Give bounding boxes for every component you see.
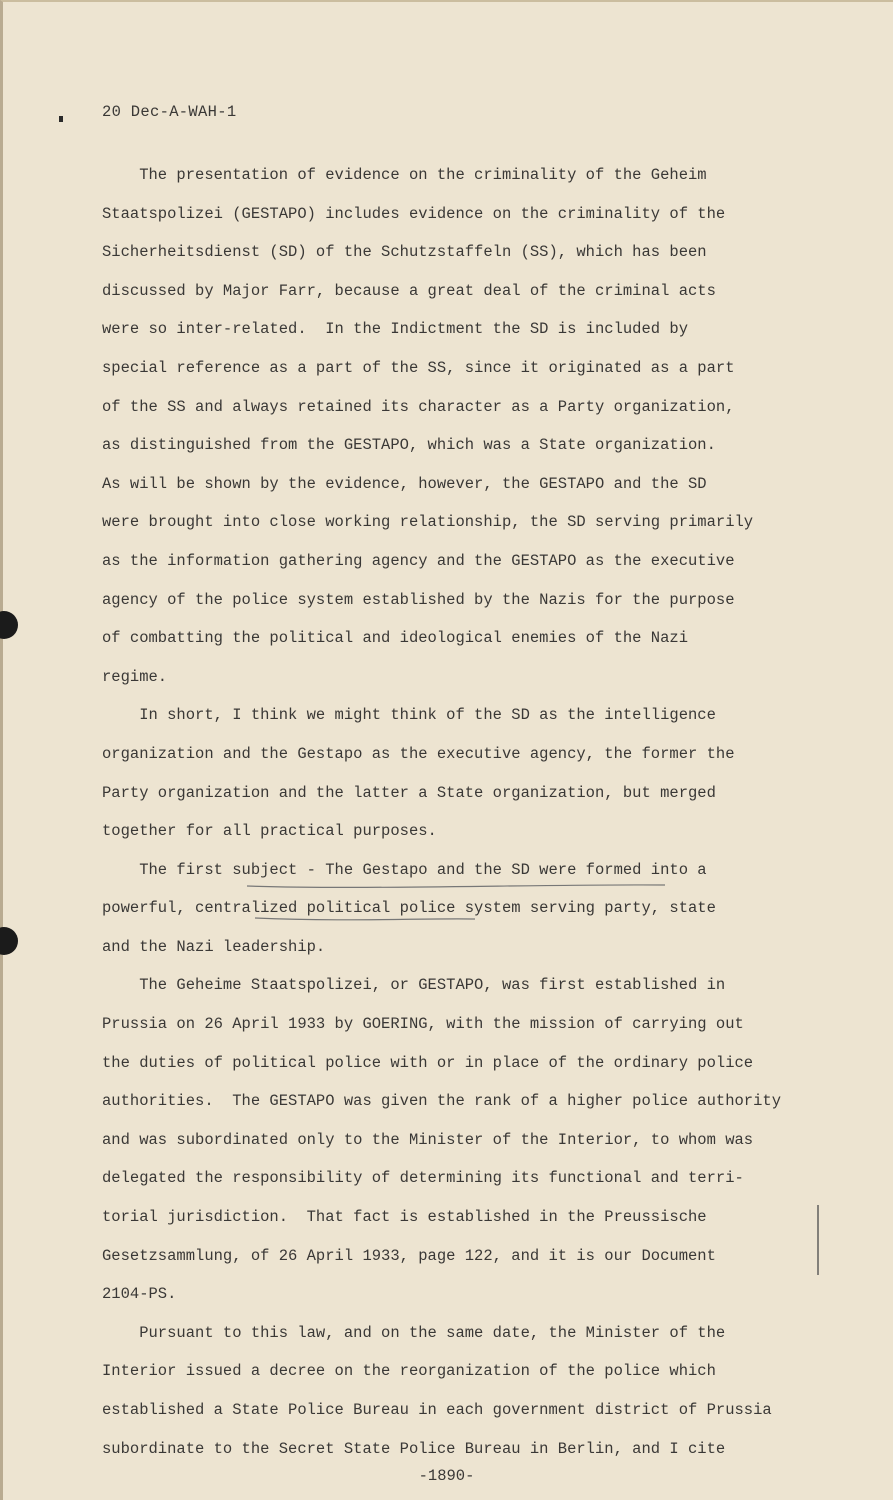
text-line: powerful, centralized political police system serving party, state: [102, 899, 716, 918]
text-line: delegated the responsibility of determining its functional and terri-: [102, 1169, 744, 1188]
text-line: were brought into close working relationship, the SD serving primarily: [102, 513, 754, 532]
page-number: -1890-: [418, 1467, 475, 1485]
text-line: Prussia on 26 April 1933 by GOERING, with the mission of carrying out: [102, 1015, 744, 1034]
text-line: and the Nazi leadership.: [102, 937, 326, 956]
text-line: established a State Police Bureau in each government district of Prussia: [102, 1401, 772, 1419]
text-line: Sicherheitsdienst (SD) of the Schutzstaffeln (SS), which has been: [102, 243, 707, 262]
text-line: together for all practical purposes.: [102, 822, 437, 841]
document-header: 20 Dec-A-WAH-1: [102, 103, 237, 121]
text-line: special reference as a part of the SS, since it originated as a part: [102, 358, 735, 377]
text-line: organization and the Gestapo as the executive agency, the former the: [102, 744, 735, 763]
text-line: In short, I think we might think of the SD as the intelligence: [102, 706, 716, 725]
text-line: Staatspolizei (GESTAPO) includes evidence on the criminality of the: [102, 204, 726, 223]
text-line: as distinguished from the GESTAPO, which was a State organization.: [102, 436, 716, 455]
punch-hole-top: [0, 611, 18, 639]
text-line: were so inter-related. In the Indictment the SD is included by: [102, 320, 688, 339]
text-line: the duties of political police with or in place of the ordinary police: [102, 1053, 754, 1072]
text-line: Party organization and the latter a State organization, but merged: [102, 783, 716, 802]
text-line: as the information gathering agency and the GESTAPO as the executive: [102, 551, 735, 570]
text-line: discussed by Major Farr, because a great deal of the criminal acts: [102, 281, 716, 300]
text-line: The first subject - The Gestapo and the SD were formed into a: [102, 860, 707, 879]
text-line: Gesetzsammlung, of 26 April 1933, page 122, and it is our Document: [102, 1246, 716, 1265]
text-line: authorities. The GESTAPO was given the rank of a higher police authority: [102, 1092, 782, 1111]
text-line: 2104-PS.: [102, 1285, 177, 1304]
text-line: torial jurisdiction. That fact is established in the Preussische: [102, 1208, 707, 1227]
text-line: The presentation of evidence on the criminality of the Geheim: [102, 166, 707, 184]
text-line: and was subordinated only to the Minister of the Interior, to whom was: [102, 1130, 754, 1149]
text-line: The Geheime Staatspolizei, or GESTAPO, was first established in: [102, 976, 726, 995]
text-line: regime.: [102, 667, 168, 686]
text-line: of combatting the political and ideological enemies of the Nazi: [102, 629, 688, 648]
margin-mark: [59, 116, 63, 122]
text-line: Pursuant to this law, and on the same date, the Minister of the: [102, 1323, 726, 1342]
document-body: [102, 156, 822, 1468]
text-line: Interior issued a decree on the reorganization of the police which: [102, 1362, 716, 1381]
text-line: agency of the police system established by the Nazis for the purpose: [102, 590, 735, 609]
text-line: of the SS and always retained its character as a Party organization,: [102, 397, 735, 416]
text-line: As will be shown by the evidence, however, the GESTAPO and the SD: [102, 474, 707, 493]
text-line: subordinate to the Secret State Police Bureau in Berlin, and I cite: [102, 1439, 726, 1458]
punch-hole-bottom: [0, 927, 18, 955]
